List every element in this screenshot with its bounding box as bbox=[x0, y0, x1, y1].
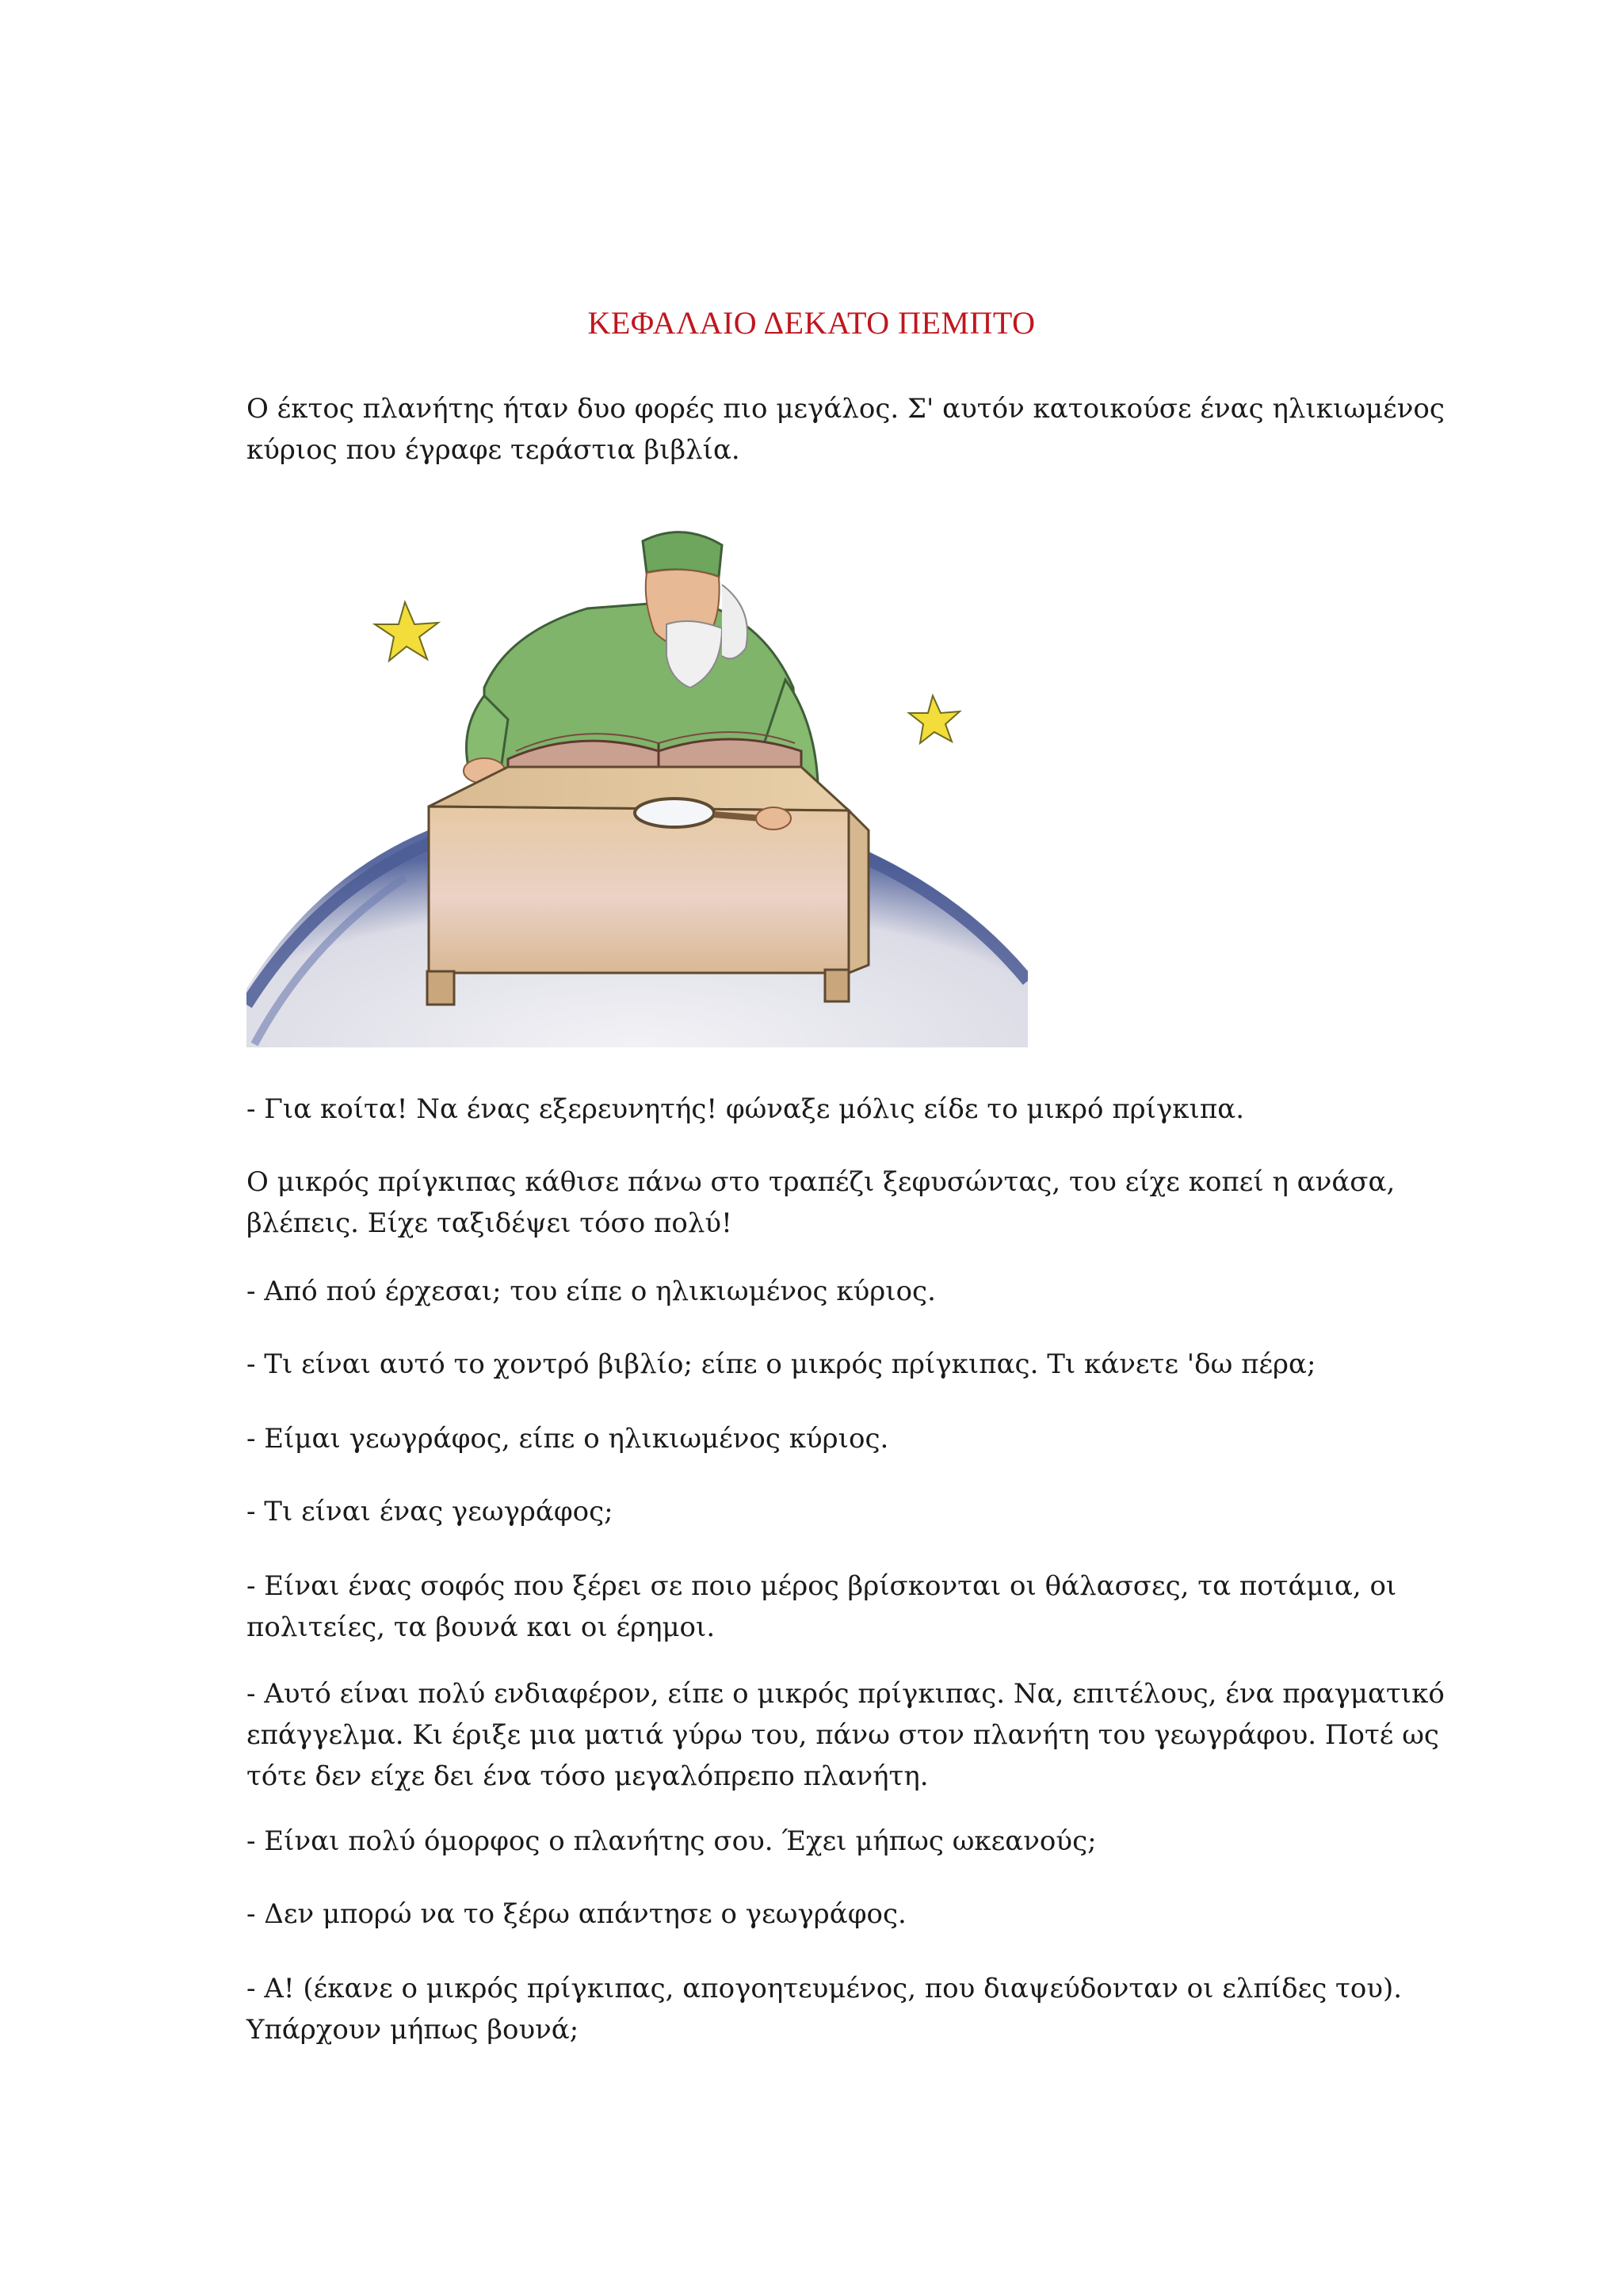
paragraph-10 bbox=[246, 1821, 1372, 1862]
paragraph-1 bbox=[246, 388, 1445, 471]
text-line: - Τι είναι ένας γεωγράφος; bbox=[246, 1496, 613, 1527]
text-line: βλέπεις. Είχε ταξιδέψει τόσο πολύ! bbox=[246, 1207, 732, 1239]
paragraph-7 bbox=[246, 1491, 1372, 1532]
paragraph-3 bbox=[246, 1161, 1396, 1244]
text-line: Υπάρχουν μήπως βουνά; bbox=[246, 2014, 579, 2046]
geographer-illustration bbox=[246, 498, 1028, 1047]
text-line: - Είναι ένας σοφός που ξέρει σε ποιο μέρος βρίσκονται οι θάλασσες, τα ποτάμια, οι bbox=[246, 1570, 1397, 1602]
chapter-title: ΚΕΦΑΛΑΙΟ ΔΕΚΑΤΟ ΠΕΜΠΤΟ bbox=[587, 305, 1036, 341]
text-line: - Αυτό είναι πολύ ενδιαφέρον, είπε ο μικρός πρίγκιπας. Να, επιτέλους, ένα πραγματικό bbox=[246, 1678, 1445, 1710]
text-line: κύριος που έγραφε τεράστια βιβλία. bbox=[246, 434, 740, 466]
paragraph-2 bbox=[246, 1089, 1372, 1130]
geographer-at-desk-illustration-icon bbox=[246, 498, 1028, 1047]
paragraph-6 bbox=[246, 1418, 1372, 1459]
paragraph-4 bbox=[246, 1271, 1372, 1312]
paragraph-5 bbox=[246, 1344, 1372, 1385]
paragraph-9 bbox=[246, 1673, 1445, 1797]
text-line: τότε δεν είχε δει ένα τόσο μεγαλόπρεπο πλανήτη. bbox=[246, 1760, 929, 1792]
paragraph-12 bbox=[246, 1968, 1403, 2050]
text-line: - Είμαι γεωγράφος, είπε ο ηλικιωμένος κύριος. bbox=[246, 1423, 889, 1455]
text-line: - Για κοίτα! Να ένας εξερευνητής! φώναξε μόλις είδε το μικρό πρίγκιπα. bbox=[246, 1093, 1244, 1125]
text-line: πολιτείες, τα βουνά και οι έρημοι. bbox=[246, 1611, 716, 1643]
text-line: - Είναι πολύ όμορφος ο πλανήτης σου. Έχει μήπως ωκεανούς; bbox=[246, 1825, 1097, 1857]
paragraph-8 bbox=[246, 1566, 1397, 1648]
text-line: επάγγελμα. Κι έριξε μια ματιά γύρω του, πάνω στον πλανήτη του γεωγράφου. Ποτέ ως bbox=[246, 1719, 1439, 1751]
text-line: - Από πού έρχεσαι; του είπε ο ηλικιωμένος κύριος. bbox=[246, 1276, 936, 1307]
text-line: - Δεν μπορώ να το ξέρω απάντησε ο γεωγράφος. bbox=[246, 1898, 907, 1930]
text-line: - Τι είναι αυτό το χοντρό βιβλίο; είπε ο μικρός πρίγκιπας. Τι κάνετε 'δω πέρα; bbox=[246, 1348, 1316, 1380]
text-line: Ο έκτος πλανήτης ήταν δυο φορές πιο μεγάλος. Σ' αυτόν κατοικούσε ένας ηλικιωμένος bbox=[246, 393, 1445, 425]
paragraph-11 bbox=[246, 1894, 1372, 1935]
text-line: Ο μικρός πρίγκιπας κάθισε πάνω στο τραπέζι ξεφυσώντας, του είχε κοπεί η ανάσα, bbox=[246, 1166, 1396, 1198]
text-line: - Α! (έκανε ο μικρός πρίγκιπας, απογοητευμένος, που διαψεύδονταν οι ελπίδες του). bbox=[246, 1973, 1403, 2004]
